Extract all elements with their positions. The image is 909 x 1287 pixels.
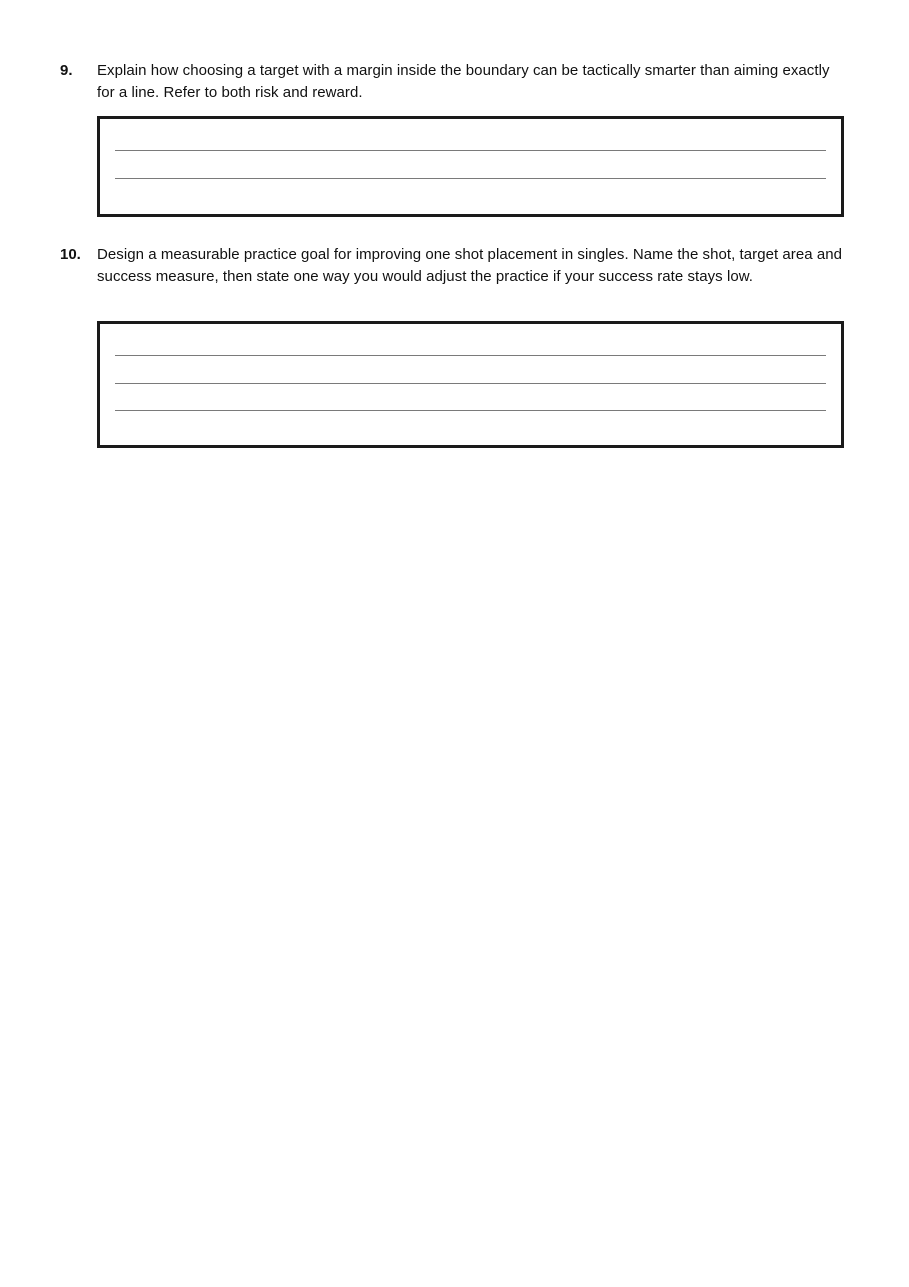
question-9 [60, 60, 850, 103]
question-9-header [60, 60, 850, 103]
answer-line [115, 410, 826, 411]
question-text: Design a measurable practice goal for improving one shot placement in singles. Name the shot, target area and success measure, then state one way you would adjust the practice if your success rate stays low. [97, 246, 843, 285]
question-10 [60, 244, 850, 287]
answer-box[interactable] [97, 116, 844, 217]
answer-line [115, 383, 826, 384]
answer-line [115, 150, 826, 151]
question-text: Explain how choosing a target with a margin inside the boundary can be tactically smarter than aiming exactly for a line. Refer to both risk and reward. [97, 62, 830, 101]
answer-line [115, 178, 826, 179]
question-number: 10. [60, 246, 81, 263]
question-number: 9. [60, 62, 73, 79]
answer-line [115, 355, 826, 356]
answer-box[interactable] [97, 321, 844, 448]
question-10-header [60, 244, 850, 287]
